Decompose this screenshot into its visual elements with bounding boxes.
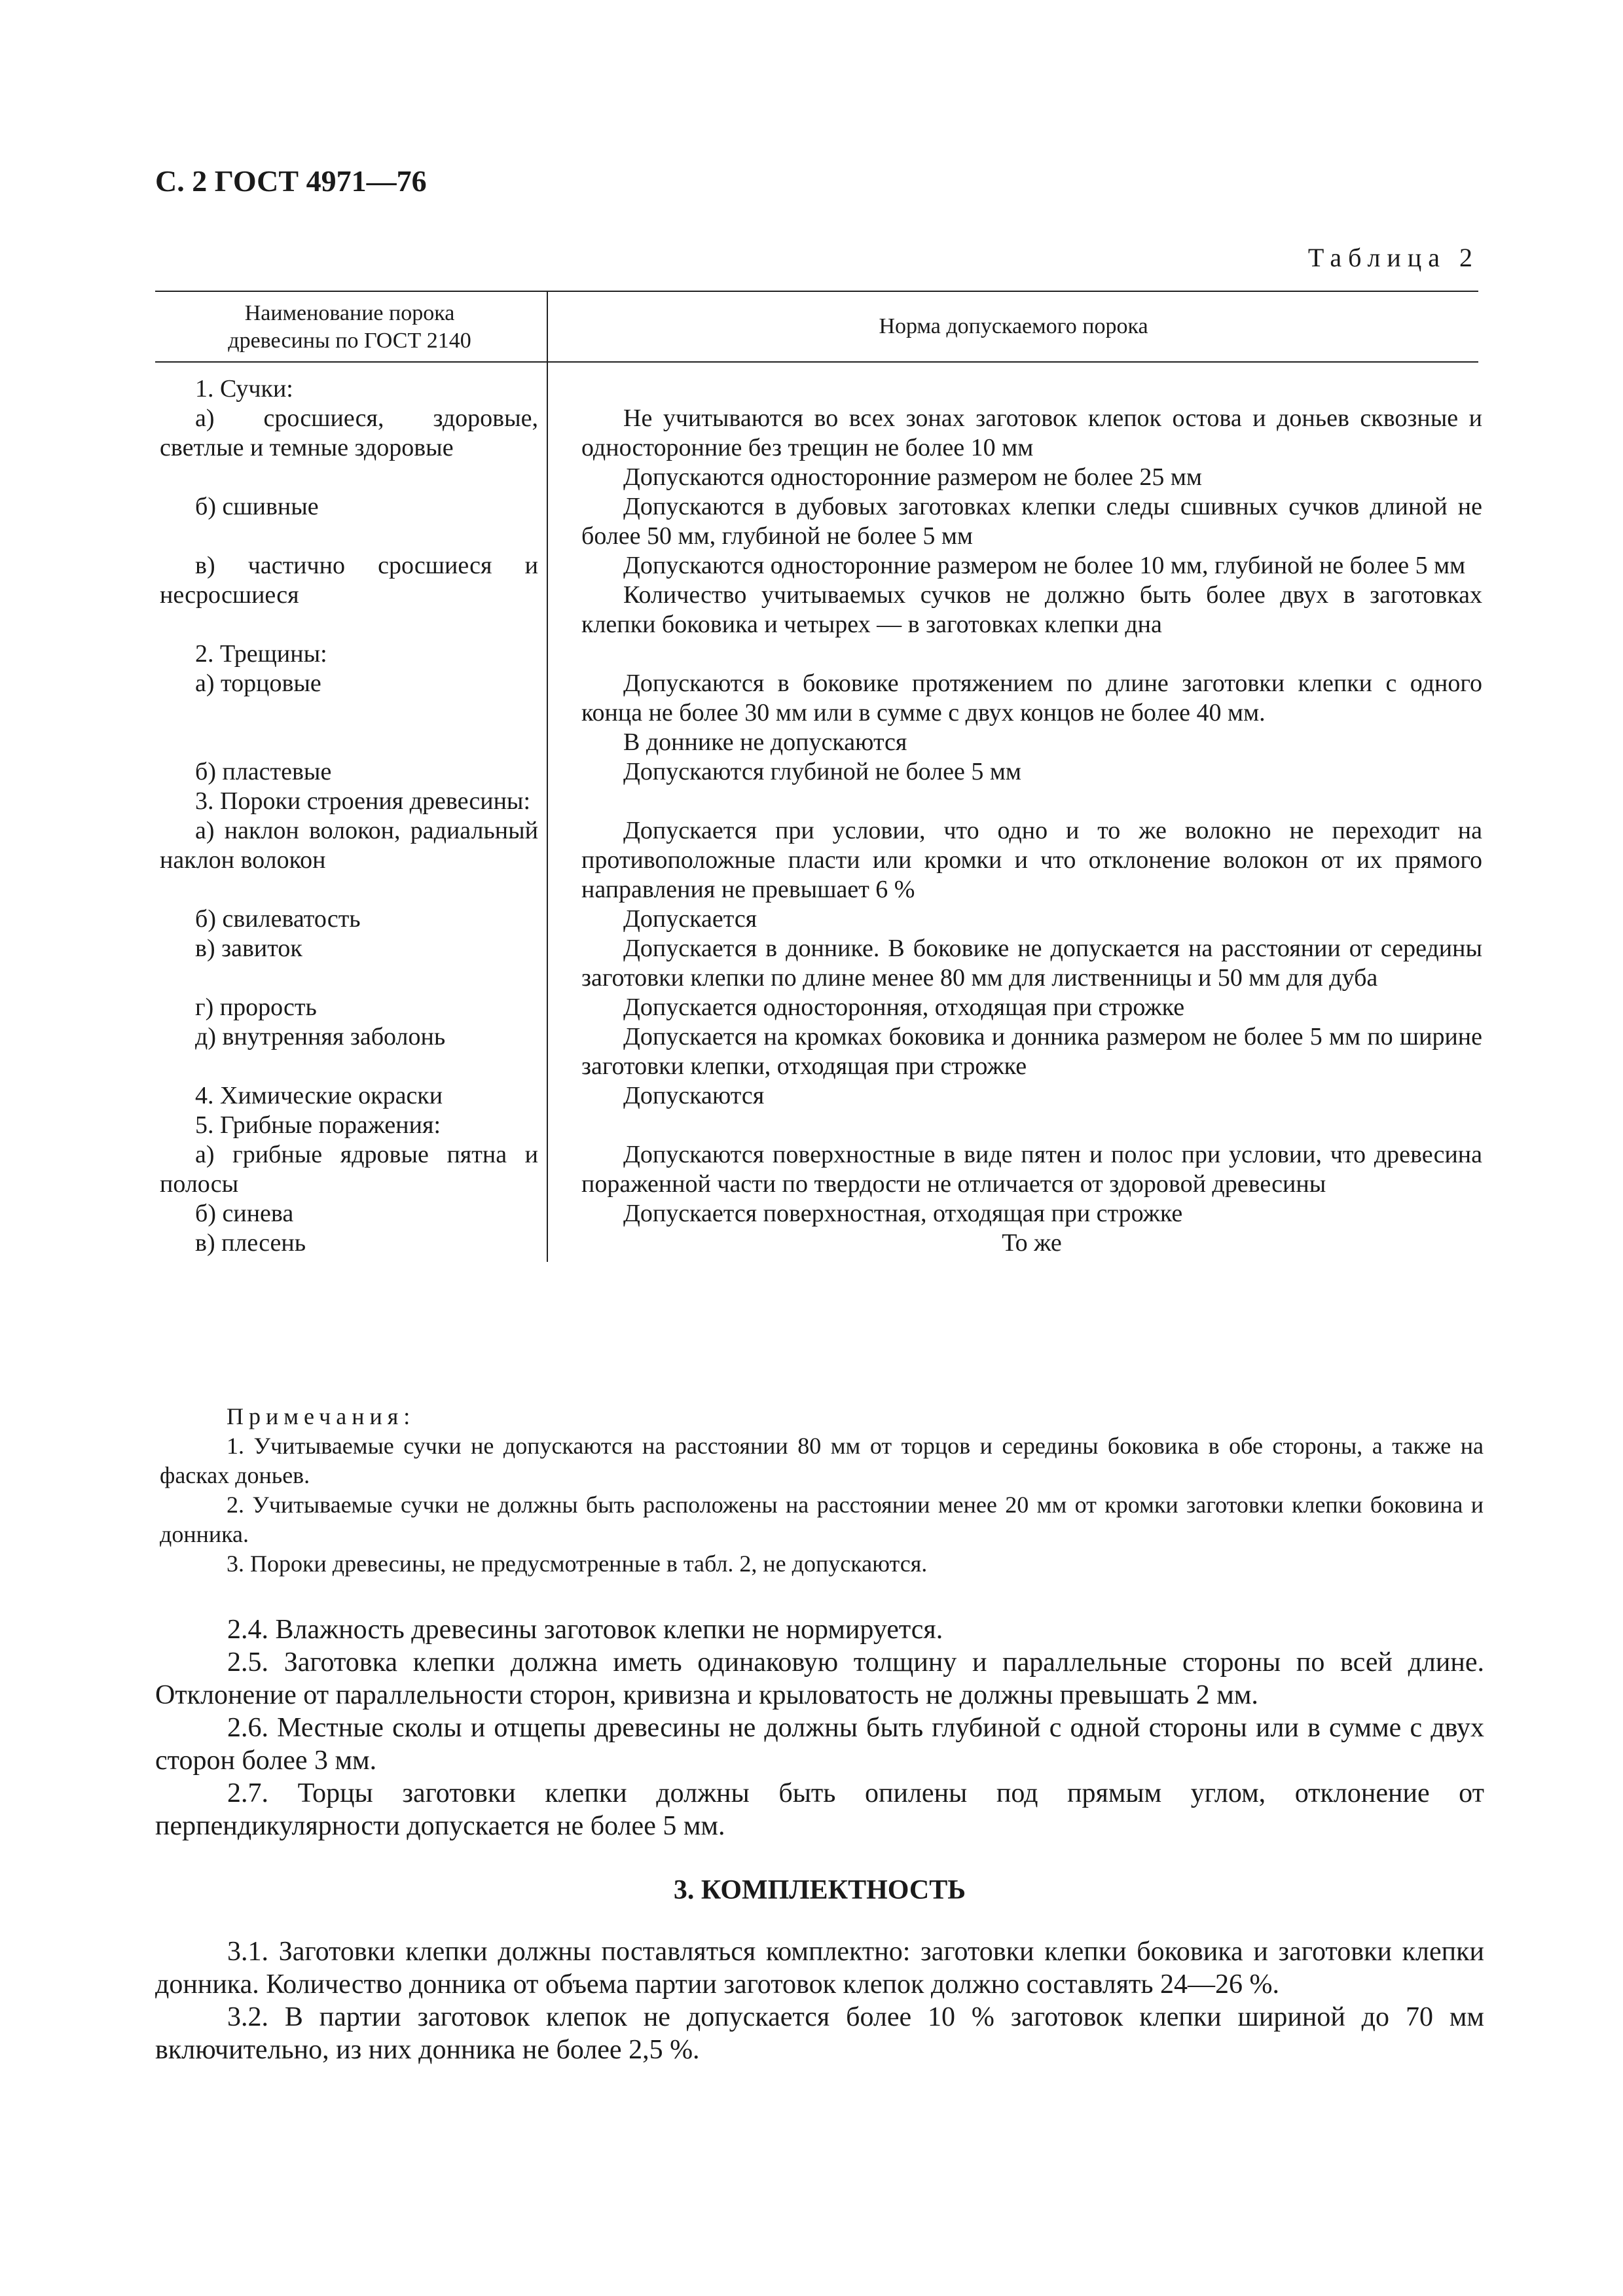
notes-title: Примечания: (227, 1403, 416, 1429)
table-caption: Таблица 2 (1307, 243, 1479, 272)
norm-paragraph: Не учитываются во всех зонах заготовок клепок остова и доньев сквозные и односторонние без трещин не более 10 мм (581, 404, 1482, 461)
table-row (0, 1199, 1623, 1229)
defect-name: б) пластевые (195, 758, 332, 785)
defect-norm (581, 816, 1482, 905)
table-header-col1-line2: древесины по ГОСТ 2140 (228, 329, 471, 353)
table-row (0, 404, 1623, 492)
table-row (0, 669, 1623, 757)
clause-paragraph: 2.6. Местные сколы и отщепы древесины не должны быть глубиной с одной стороны или в сумме с двух сторон более 3 мм. (155, 1713, 1484, 1776)
defect-name: а) сросшиеся, здоровые, светлые и темные здоровые (160, 404, 538, 461)
norm-paragraph: Допускается (623, 905, 757, 933)
note-item: 1. Учитываемые сучки не допускаются на расстоянии 80 мм от торцов и середины боковика в обе стороны, а также на фасках доньев. (160, 1433, 1484, 1488)
norm-paragraph: Допускается поверхностная, отходящая при строжке (623, 1200, 1183, 1227)
defect-norm (581, 787, 1482, 816)
norm-paragraph: Количество учитываемых сучков не должно быть более двух в заготовках клепки боковика и четырех — в заготовках клепки дна (581, 581, 1482, 638)
defect-norm (581, 757, 1482, 787)
norm-paragraph: То же (1002, 1229, 1062, 1257)
table-header-rule (155, 361, 1478, 363)
defect-norm (581, 404, 1482, 492)
defect-norm (581, 934, 1482, 993)
norm-paragraph: В доннике не допускаются (623, 728, 907, 756)
defect-name: г) прорость (195, 994, 317, 1021)
norm-paragraph: Допускаются в боковике протяжением по длине заготовки клепки с одного конца не более 30 мм или в сумме с двух концов не более 40 мм. (581, 670, 1482, 726)
defect-name: 5. Грибные поражения: (195, 1111, 441, 1139)
table-row (0, 1140, 1623, 1199)
table-row (0, 492, 1623, 551)
defect-norm (581, 905, 1482, 934)
defect-norm (581, 492, 1482, 551)
norm-paragraph: Допускаются (623, 1082, 765, 1109)
defect-name: 3. Пороки строения древесины: (195, 787, 531, 815)
defect-norm (581, 551, 1482, 639)
defect-name: а) грибные ядровые пятна и полосы (160, 1141, 538, 1198)
defect-name: б) свилеватость (195, 905, 361, 933)
defect-name: в) завиток (195, 935, 302, 962)
table-row (0, 639, 1623, 669)
defect-name: в) плесень (195, 1229, 306, 1257)
table-row (0, 787, 1623, 816)
clause-paragraph: 3.2. В партии заготовок клепок не допускается более 10 % заготовок клепки шириной до 70 мм включительно, из них донника не более 2,5 %. (155, 2002, 1484, 2065)
defect-norm (581, 1229, 1482, 1258)
norm-paragraph: Допускается односторонняя, отходящая при строжке (623, 994, 1185, 1021)
clause-paragraph: 2.5. Заготовка клепки должна иметь одинаковую толщину и параллельные стороны по всей длине. Отклонение от параллельности сторон, кривизна и крыловатость не должны превышать 2 мм. (155, 1647, 1484, 1710)
table-notes (160, 1402, 1484, 1579)
defect-norm (581, 1199, 1482, 1229)
clause-paragraph: 2.4. Влажность древесины заготовок клепки не нормируется. (227, 1615, 943, 1645)
defect-norm (581, 669, 1482, 757)
defect-norm (581, 1022, 1482, 1081)
defect-name: д) внутренняя заболонь (195, 1023, 446, 1050)
table-header-col1-line1: Наименование порока (244, 301, 455, 325)
defect-name: в) частично сросшиеся и несросшиеся (160, 552, 538, 609)
norm-paragraph: Допускаются односторонние размером не более 25 мм (623, 463, 1202, 491)
note-item: 2. Учитываемые сучки не должны быть расположены на расстоянии менее 20 мм от кромки заготовки клепки боковина и донника. (160, 1492, 1484, 1547)
defect-name: а) наклон волокон, радиальный наклон волокон (160, 817, 538, 874)
defect-norm (581, 374, 1482, 404)
defect-norm (581, 1081, 1482, 1111)
table-row (0, 1229, 1623, 1258)
defect-norm (581, 993, 1482, 1022)
table-header-col2: Норма допускаемого порока (879, 314, 1148, 338)
table-row (0, 816, 1623, 905)
table-body (0, 374, 1623, 1258)
table-row (0, 934, 1623, 993)
body-text (155, 1613, 1484, 2066)
norm-paragraph: Допускаются поверхностные в виде пятен и полос при условии, что древесина пораженной части по твердости не отличается от здоровой древесины (581, 1141, 1482, 1198)
table-row (0, 551, 1623, 639)
defect-name: 4. Химические окраски (195, 1082, 443, 1109)
norm-paragraph: Допускаются односторонние размером не более 10 мм, глубиной не более 5 мм (623, 552, 1466, 579)
table-row (0, 1022, 1623, 1081)
table-row (0, 993, 1623, 1022)
defect-norm (581, 639, 1482, 669)
norm-paragraph: Допускается при условии, что одно и то же волокно не переходит на противоположные пласти или кромки и что отклонение волокон от их прямого направления не превышает 6 % (581, 817, 1482, 903)
defect-name: а) торцовые (195, 670, 321, 697)
table-row (0, 757, 1623, 787)
norm-paragraph: Допускается на кромках боковика и донника размером не более 5 мм по ширине заготовки клепки, отходящая при строжке (581, 1023, 1482, 1080)
defect-norm (581, 1140, 1482, 1199)
clause-paragraph: 3.1. Заготовки клепки должны поставляться комплектно: заготовки клепки боковика и заготовки клепки донника. Количество донника от объема партии заготовок клепок должно составлять 24—26 %. (155, 1937, 1484, 2000)
defect-norm (581, 1111, 1482, 1140)
page-header: С. 2 ГОСТ 4971—76 (155, 164, 427, 198)
section-title: 3. КОМПЛЕКТНОСТЬ (673, 1875, 966, 1905)
table-top-rule (155, 291, 1478, 292)
norm-paragraph: Допускается в доннике. В боковике не допускается на расстоянии от середины заготовки клепки по длине менее 80 мм для лиственницы и 50 мм для дуба (581, 935, 1482, 992)
clause-paragraph: 2.7. Торцы заготовки клепки должны быть опилены под прямым углом, отклонение от перпендикулярности допускается не более 5 мм. (155, 1778, 1484, 1841)
defect-name: б) сшивные (195, 493, 319, 520)
defect-name: б) синева (195, 1200, 294, 1227)
defect-name: 2. Трещины: (195, 640, 327, 668)
norm-paragraph: Допускаются глубиной не более 5 мм (623, 758, 1021, 785)
table-row (0, 374, 1623, 404)
norm-paragraph: Допускаются в дубовых заготовках клепки следы сшивных сучков длиной не более 50 мм, глубиной не более 5 мм (581, 493, 1482, 550)
table-row (0, 905, 1623, 934)
defect-name: 1. Сучки: (195, 375, 293, 403)
note-item: 3. Пороки древесины, не предусмотренные в табл. 2, не допускаются. (227, 1551, 928, 1577)
table-header-col1 (160, 300, 539, 355)
table-row (0, 1081, 1623, 1111)
table-row (0, 1111, 1623, 1140)
